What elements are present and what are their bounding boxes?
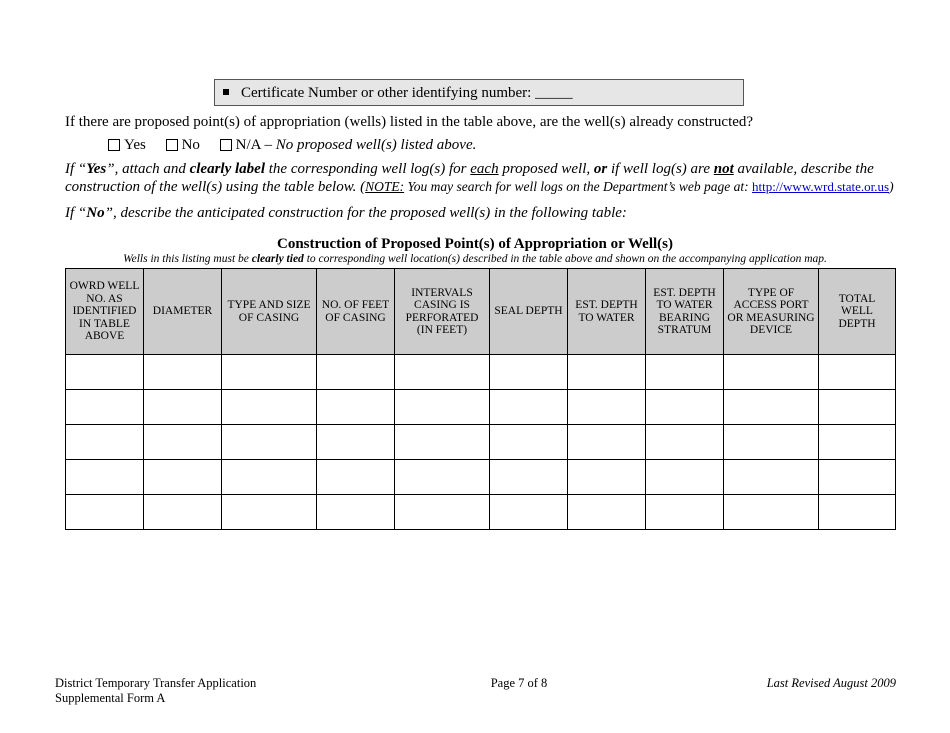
table-cell[interactable]: [144, 495, 222, 530]
table-cell[interactable]: [819, 355, 896, 390]
text-run: clearly tied: [251, 253, 304, 265]
text-run: the corresponding well log(s) for: [265, 161, 471, 177]
text-run: ”, describe the anticipated construction for the proposed well(s) in the following table:: [104, 205, 627, 221]
table-cell[interactable]: [724, 425, 819, 460]
table-cell[interactable]: [724, 355, 819, 390]
table-cell[interactable]: [222, 355, 317, 390]
table-row: [66, 495, 896, 530]
text-run: each: [470, 161, 499, 177]
certificate-label: Certificate Number or other identifying number:: [241, 85, 532, 101]
table-cell[interactable]: [222, 425, 317, 460]
table-cell[interactable]: [568, 425, 646, 460]
text-run: to corresponding well location(s) described in the table above and shown on the accompanying application map.: [303, 253, 827, 265]
table-cell[interactable]: [646, 495, 724, 530]
text-run: If “: [65, 205, 87, 221]
text-run: If “: [65, 161, 87, 177]
table-cell[interactable]: [724, 460, 819, 495]
table-cell[interactable]: [144, 390, 222, 425]
table-cell[interactable]: [395, 355, 490, 390]
text-run: Yes: [86, 161, 107, 177]
option-na-label: N/A: [235, 137, 261, 153]
table-cell[interactable]: [66, 460, 144, 495]
option-yes-label: Yes: [124, 137, 146, 153]
na-checkbox[interactable]: [220, 139, 232, 151]
table-cell[interactable]: [568, 460, 646, 495]
text-run: or: [593, 161, 608, 177]
table-cell[interactable]: [317, 355, 395, 390]
col-perforated-intervals: INTERVALS CASING IS PERFORATED (IN FEET): [395, 269, 490, 355]
table-cell[interactable]: [66, 495, 144, 530]
page-number: Page 7 of 8: [490, 676, 548, 690]
table-cell[interactable]: [317, 425, 395, 460]
table-cell[interactable]: [646, 460, 724, 495]
table-cell[interactable]: [490, 390, 568, 425]
table-cell[interactable]: [395, 460, 490, 495]
wrd-website-link[interactable]: http://www.wrd.state.or.us: [751, 179, 890, 194]
table-cell[interactable]: [395, 495, 490, 530]
option-no[interactable]: [166, 137, 200, 154]
table-cell[interactable]: [317, 390, 395, 425]
footer-line: District Temporary Transfer Application: [55, 676, 257, 690]
table-row: [66, 460, 896, 495]
table-row: [66, 390, 896, 425]
table-cell[interactable]: [66, 355, 144, 390]
text-run: ”, attach and: [106, 161, 190, 177]
text-run: not: [713, 161, 734, 177]
col-total-depth: TOTAL WELL DEPTH: [819, 269, 896, 355]
table-cell[interactable]: [144, 425, 222, 460]
table-cell[interactable]: [568, 495, 646, 530]
yes-checkbox[interactable]: [108, 139, 120, 151]
text-run: proposed well,: [498, 161, 594, 177]
table-cell[interactable]: [568, 355, 646, 390]
table-cell[interactable]: [490, 425, 568, 460]
col-casing-feet: NO. OF FEET OF CASING: [317, 269, 395, 355]
table-cell[interactable]: [66, 425, 144, 460]
col-depth-to-water: EST. DEPTH TO WATER: [568, 269, 646, 355]
revision-date: Last Revised August 2009: [766, 676, 896, 690]
col-seal-depth: SEAL DEPTH: [490, 269, 568, 355]
note-text: You may search for well logs on the Department’s web page at:: [404, 179, 752, 194]
no-instructions: [65, 205, 627, 222]
table-cell[interactable]: [490, 495, 568, 530]
table-row: [66, 425, 896, 460]
table-cell[interactable]: [646, 355, 724, 390]
table-cell[interactable]: [144, 355, 222, 390]
text-run: No: [86, 205, 105, 221]
table-cell[interactable]: [819, 390, 896, 425]
text-run: Wells in this listing must be: [123, 253, 252, 265]
table-cell[interactable]: [646, 390, 724, 425]
table-cell[interactable]: [568, 390, 646, 425]
table-cell[interactable]: [724, 495, 819, 530]
text-run: available, describe the construction of the well(s) using the table below. (: [65, 161, 874, 195]
certificate-number-box: [214, 79, 744, 106]
table-cell[interactable]: [222, 460, 317, 495]
option-na-description: – No proposed well(s) listed above.: [264, 137, 477, 153]
option-na[interactable]: [220, 137, 477, 154]
text-run: clearly label: [189, 161, 265, 177]
table-cell[interactable]: [724, 390, 819, 425]
table-cell[interactable]: [490, 355, 568, 390]
well-construction-table: [65, 268, 896, 530]
table-subtitle: [0, 253, 950, 265]
table-cell[interactable]: [222, 390, 317, 425]
table-row: [66, 355, 896, 390]
col-access-port: TYPE OF ACCESS PORT OR MEASURING DEVICE: [724, 269, 819, 355]
table-cell[interactable]: [317, 460, 395, 495]
table-cell[interactable]: [819, 425, 896, 460]
text-run: if well log(s) are: [607, 161, 714, 177]
constructed-options: [108, 137, 492, 154]
col-diameter: DIAMETER: [144, 269, 222, 355]
no-checkbox[interactable]: [166, 139, 178, 151]
text-run: ): [889, 179, 894, 194]
table-cell[interactable]: [819, 495, 896, 530]
table-cell[interactable]: [819, 460, 896, 495]
col-casing-type: TYPE AND SIZE OF CASING: [222, 269, 317, 355]
note-label: NOTE:: [365, 179, 405, 194]
table-cell[interactable]: [646, 425, 724, 460]
table-cell[interactable]: [144, 460, 222, 495]
bullet-icon: [223, 89, 229, 95]
option-no-label: No: [181, 137, 200, 153]
certificate-number-field[interactable]: _____: [535, 85, 573, 101]
footer-line: Supplemental Form A: [55, 690, 166, 705]
table-cell[interactable]: [490, 460, 568, 495]
table-cell[interactable]: [66, 390, 144, 425]
table-title: Construction of Proposed Point(s) of Appropriation or Well(s): [277, 236, 673, 252]
table-cell[interactable]: [317, 495, 395, 530]
col-depth-to-stratum: EST. DEPTH TO WATER BEARING STRATUM: [646, 269, 724, 355]
col-well-no: OWRD WELL NO. AS IDENTIFIED IN TABLE ABOVE: [66, 269, 144, 355]
table-cell[interactable]: [395, 390, 490, 425]
yes-instructions: [65, 161, 895, 196]
wells-constructed-question: If there are proposed point(s) of appropriation (wells) listed in the table above, are the well(s) already constructed?: [65, 114, 754, 130]
table-cell[interactable]: [395, 425, 490, 460]
option-yes[interactable]: [108, 137, 146, 154]
table-cell[interactable]: [222, 495, 317, 530]
